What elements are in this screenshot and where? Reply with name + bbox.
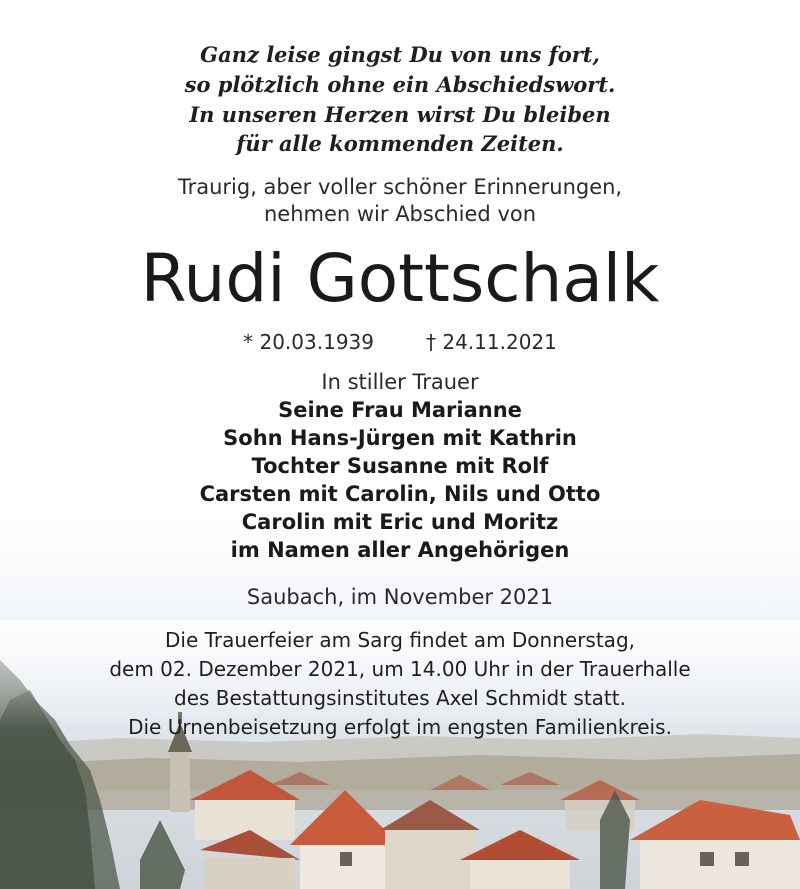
mourner-line: Seine Frau Marianne	[278, 398, 522, 422]
deceased-name: Rudi Gottschalk	[140, 240, 660, 317]
death-date: † 24.11.2021	[426, 330, 557, 354]
funeral-notice-line-2: dem 02. Dezember 2021, um 14.00 Uhr in der Trauerhalle	[109, 657, 691, 681]
mourner-line: im Namen aller Angehörigen	[230, 538, 570, 562]
mourner-line: Carolin mit Eric und Moritz	[241, 510, 559, 534]
funeral-notice-line-3: des Bestattungsinstitutes Axel Schmidt statt.	[174, 686, 626, 710]
intro-line-1: Traurig, aber voller schöner Erinnerungen,	[177, 175, 623, 199]
funeral-notice-line-1: Die Trauerfeier am Sarg findet am Donnerstag,	[165, 628, 635, 652]
poem-line-4: für alle kommenden Zeiten.	[236, 131, 564, 156]
mourner-line: Sohn Hans-Jürgen mit Kathrin	[223, 426, 577, 450]
birth-date: * 20.03.1939	[243, 330, 374, 354]
intro-line-2: nehmen wir Abschied von	[263, 202, 537, 226]
poem-line-1: Ganz leise gingst Du von uns fort,	[200, 42, 600, 67]
place-and-date: Saubach, im November 2021	[246, 585, 554, 609]
poem-line-2: so plötzlich ohne ein Abschiedswort.	[184, 72, 616, 97]
life-dates	[0, 330, 800, 354]
funeral-notice-line-4: Die Urnenbeisetzung erfolgt im engsten Familienkreis.	[128, 715, 672, 739]
mourners-heading: In stiller Trauer	[321, 370, 479, 394]
mourner-line: Tochter Susanne mit Rolf	[251, 454, 549, 478]
poem-line-3: In unseren Herzen wirst Du bleiben	[189, 102, 611, 127]
mourner-line: Carsten mit Carolin, Nils und Otto	[199, 482, 601, 506]
